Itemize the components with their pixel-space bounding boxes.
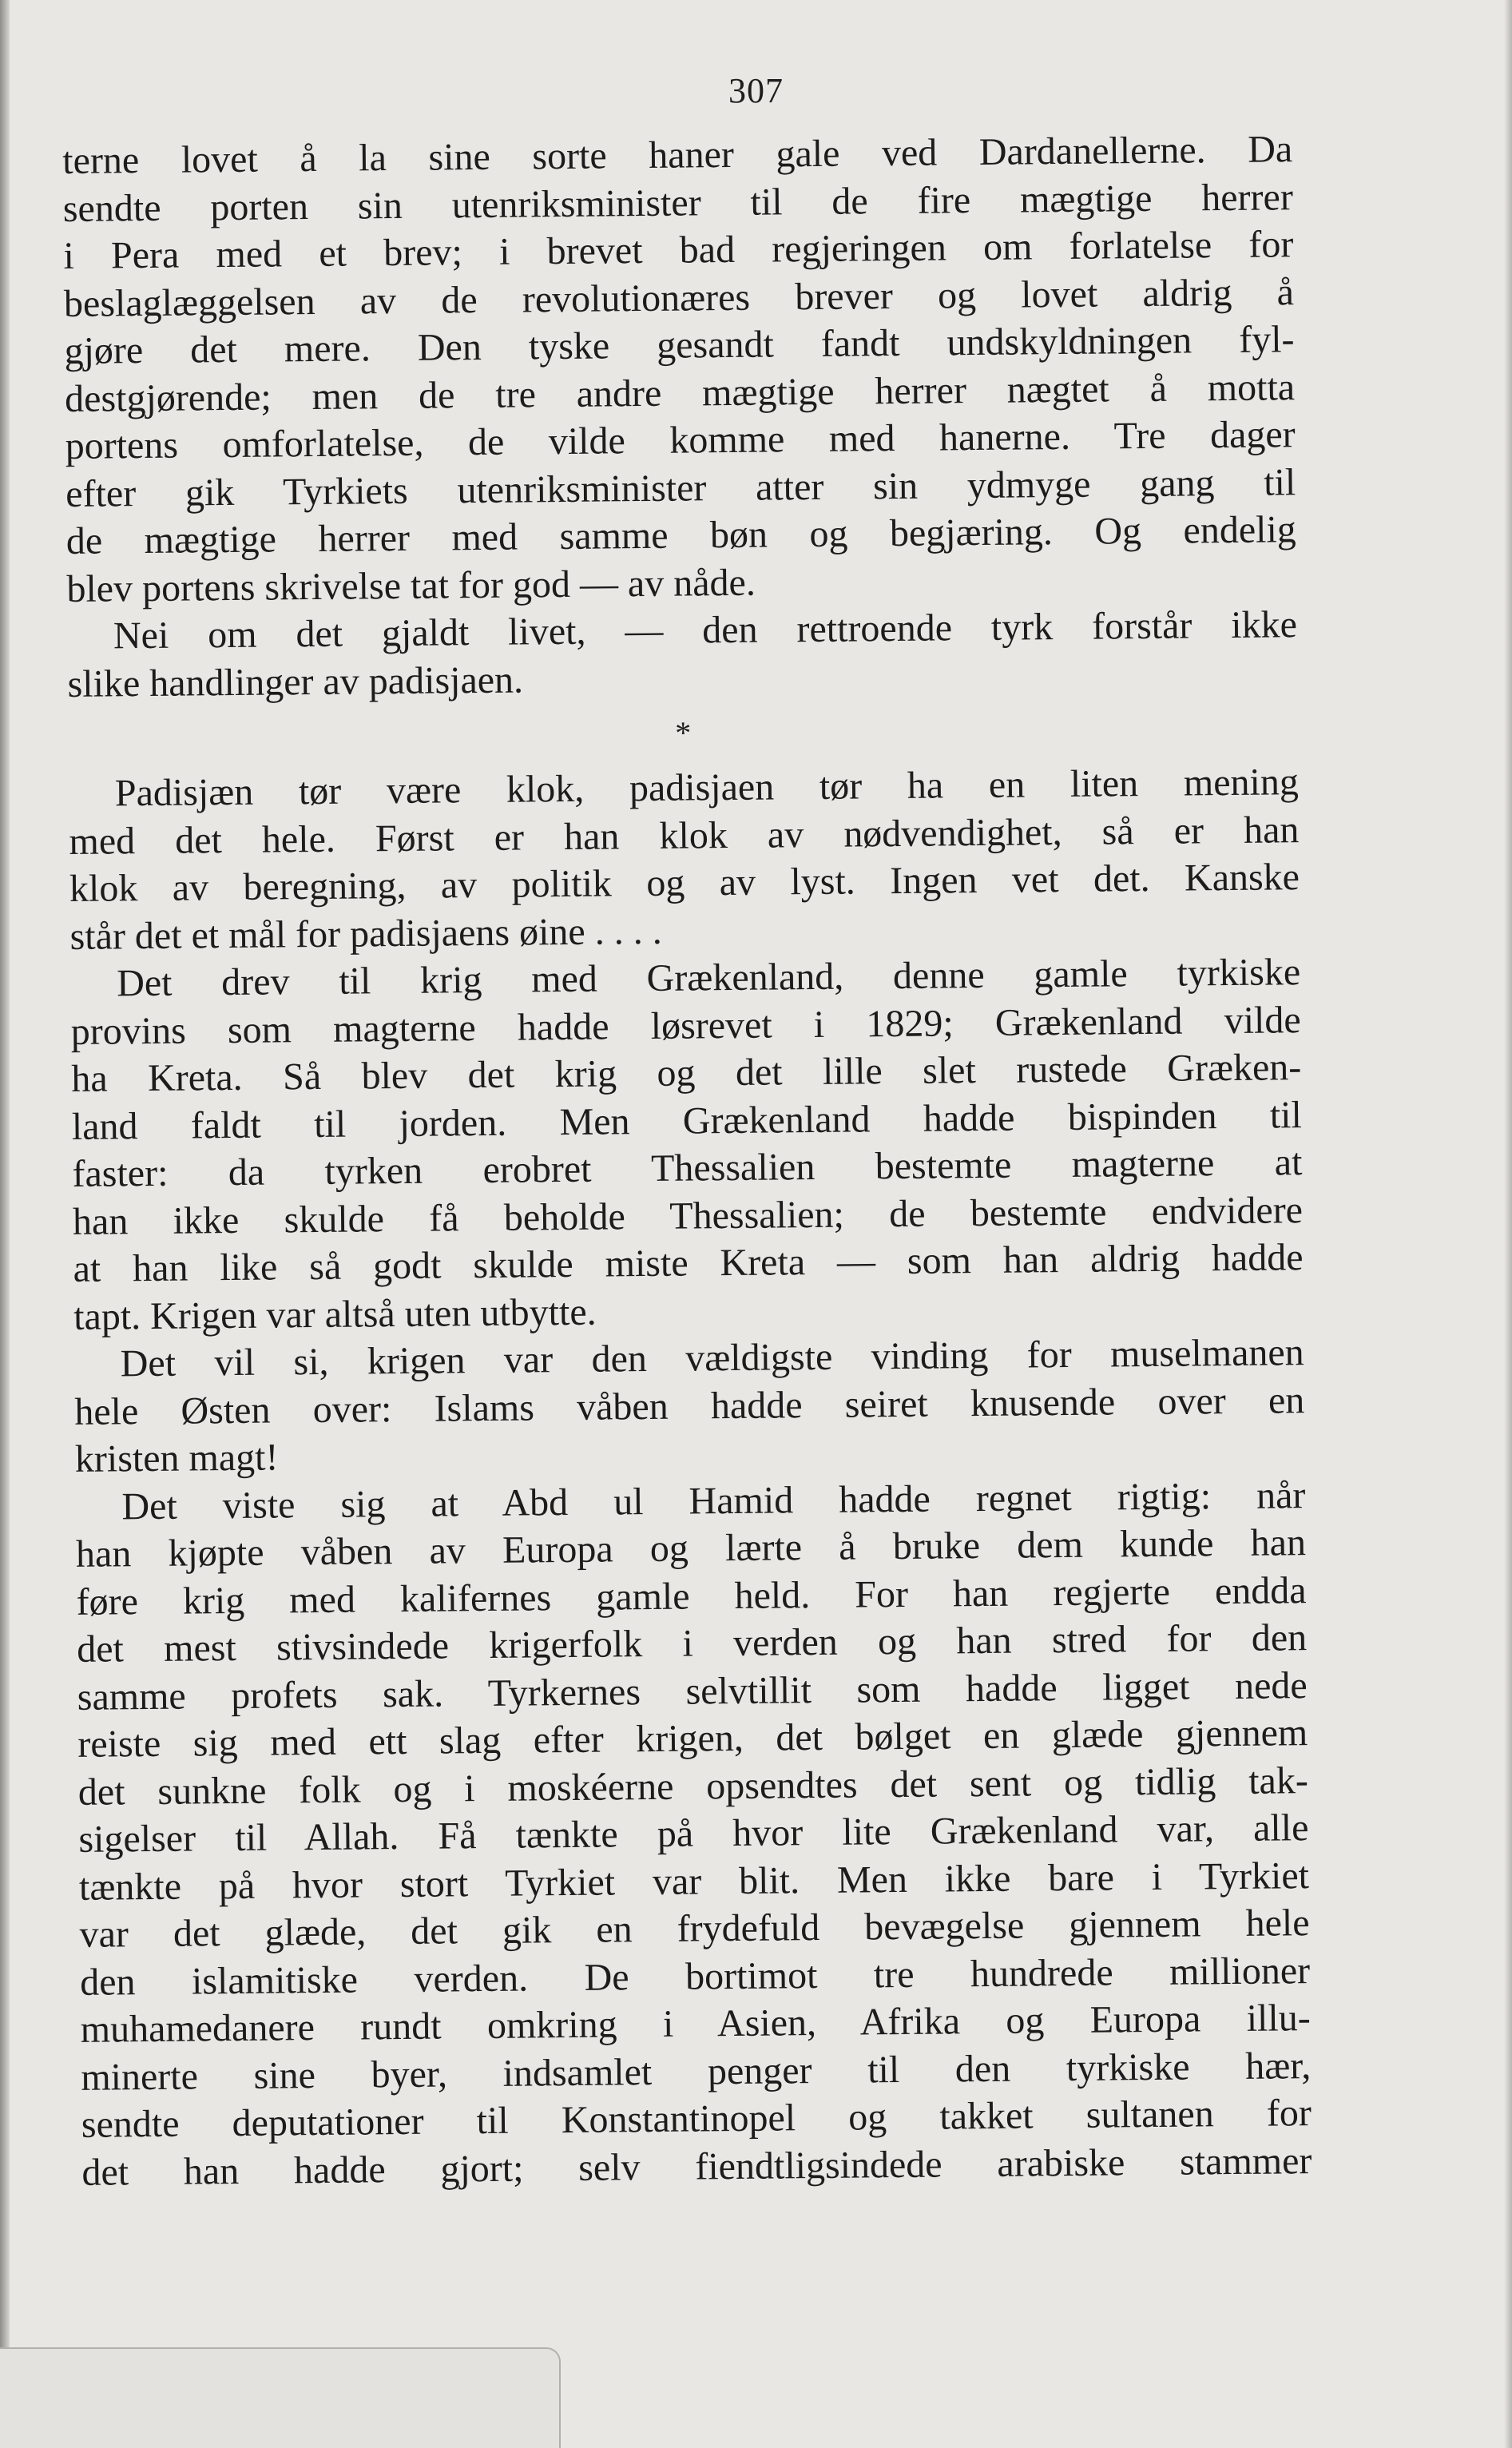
text-line: sendte deputationer til Konstantinopel og takket sultanen for (81, 2092, 1312, 2146)
text-line: Padisjæn tør være klok, padisjaen tør ha en liten mening (114, 761, 1300, 815)
text-line: den islamitiske verden. De bortimot tre hundrede millioner (79, 1949, 1311, 2004)
text-line: provins som magterne hadde løsrevet i 1829; Grækenland vilde (70, 998, 1301, 1053)
text-line: land faldt til jorden. Men Grækenland hadde bispinden til (71, 1093, 1303, 1148)
page-left-edge (0, 0, 10, 2448)
section-separator: * (674, 714, 692, 751)
text-line: minerte sine byer, indsamlet penger til den tyrkiske hær, (81, 2044, 1312, 2099)
text-line: hele Østen over: Islams våben hadde seiret knusende over en (74, 1378, 1305, 1433)
text-line: faster: da tyrken erobret Thessalien bestemte magterne at (72, 1141, 1303, 1195)
text-line: destgjørende; men de tre andre mægtige herrer nægtet å motta (64, 365, 1296, 420)
text-line: det sunkne folk og i moskéerne opsendtes det sent og tidlig tak- (77, 1759, 1309, 1814)
page-bottom-tab (0, 2347, 561, 2448)
text-line: sendte porten sin utenriksminister til de fire mægtige herrer (62, 175, 1294, 230)
page-right-edge (1504, 0, 1512, 2448)
text-line: Det vil si, krigen var den vældigste vinding for muselmanen (120, 1331, 1304, 1385)
text-line: blev portens skrivelse tat for god — av nåde. (66, 561, 756, 610)
text-line: tapt. Krigen var altså uten utbytte. (73, 1290, 597, 1338)
text-line: terne lovet å la sine sorte haner gale ved Dardanellerne. Da (62, 128, 1293, 182)
text-line: ha Kreta. Så blev det krig og det lille slet rustede Græken- (71, 1046, 1302, 1100)
text-line: i Pera med et brev; i brevet bad regjeringen om forlatelse for (63, 223, 1294, 277)
text-line: Nei om det gjaldt livet, — den rettroende tyrk forstår ikke (113, 603, 1298, 658)
text-line: muhamedanere rundt omkring i Asien, Afrika og Europa illu- (80, 1997, 1311, 2051)
text-line: Det viste sig at Abd ul Hamid hadde regnet rigtig: når (121, 1473, 1306, 1528)
text-line: sigelser til Allah. Få tænkte på hvor lite Grækenland var, alle (78, 1806, 1309, 1861)
text-line: de mægtige herrer med samme bøn og begjæring. Og endelig (65, 508, 1297, 562)
text-line: det han hadde gjort; selv fiendtligsindede arabiske stammer (81, 2139, 1312, 2194)
page-number: 307 (728, 71, 784, 110)
text-line: han ikke skulde få beholde Thessalien; de bestemte endvidere (72, 1188, 1304, 1243)
text-line: efter gik Tyrkiets utenriksminister atter sin ydmyge gang til (65, 460, 1296, 515)
text-line: med det hele. Først er han klok av nødvendighet, så er han (69, 808, 1300, 863)
text-line: tænkte på hvor stort Tyrkiet var blit. Men ikke bare i Tyrkiet (78, 1854, 1310, 1909)
text-line: beslaglæggelsen av de revolutionæres brever og lovet aldrig å (63, 270, 1295, 325)
text-line: står det et mål for padisjaens øine . . . . (69, 909, 662, 958)
text-line: klok av beregning, av politik og av lyst. Ingen vet det. Kanske (69, 856, 1300, 910)
text-line: portens omforlatelse, de vilde komme med hanerne. Tre dager (65, 413, 1296, 467)
text-line: var det glæde, det gik en frydefuld bevægelse gjennem hele (79, 1902, 1310, 1956)
text-line: kristen magt! (74, 1436, 279, 1480)
text-line: det mest stivsindede krigerfolk i verden og han stred for den (76, 1616, 1308, 1671)
text-line: gjøre det mere. Den tyske gesandt fandt undskyldningen fyl- (64, 318, 1295, 372)
text-line: samme profets sak. Tyrkernes selvtillit som hadde ligget nede (77, 1663, 1308, 1719)
text-line: at han like så godt skulde miste Kreta — som han aldrig hadde (73, 1236, 1304, 1290)
text-line: føre krig med kalifernes gamle held. For han regjerte endda (76, 1568, 1307, 1623)
body-text (62, 125, 1312, 2196)
text-line: reiste sig med ett slag efter krigen, det bølget en glæde gjennem (77, 1711, 1308, 1766)
text-line: han kjøpte våben av Europa og lærte å bruke dem kunde han (75, 1521, 1307, 1576)
text-line: slike handlinger av padisjaen. (67, 658, 524, 705)
text-line: Det drev til krig med Grækenland, denne gamle tyrkiske (116, 951, 1301, 1005)
